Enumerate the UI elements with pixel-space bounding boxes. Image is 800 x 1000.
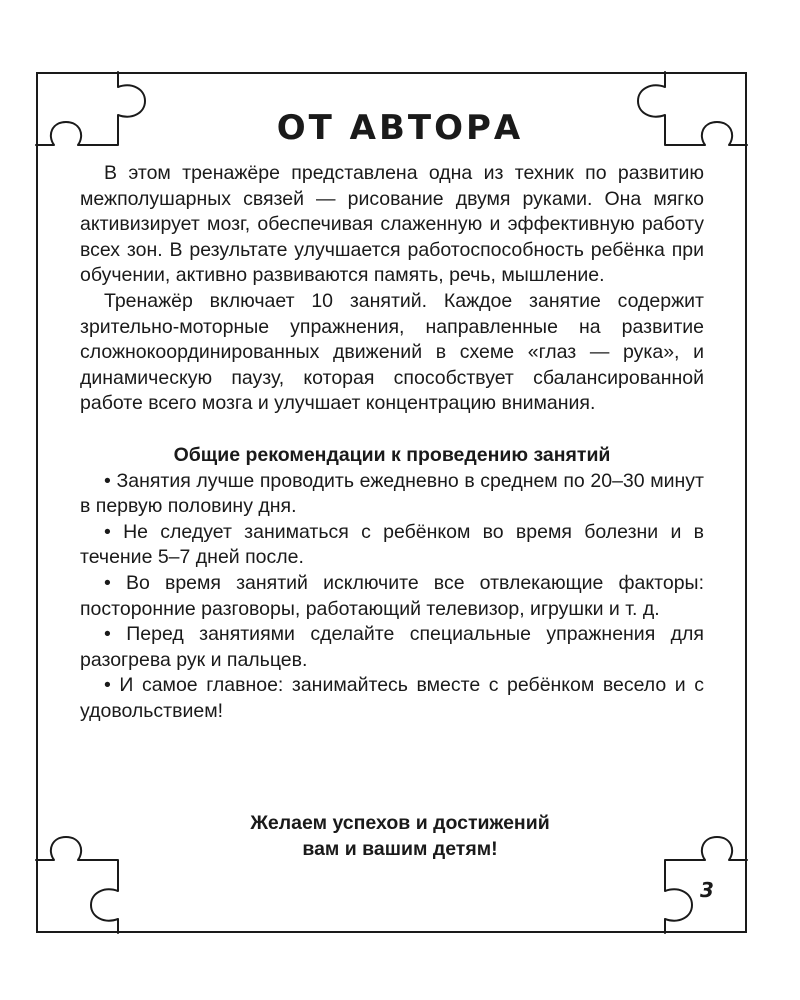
recommendation-item: • Занятия лучше проводить ежедневно в среднем по 20–30 минут в первую половину дня. bbox=[80, 469, 704, 518]
intro-paragraph-1: В этом тренажёре представлена одна из техник по развитию межполушарных связей — рисование двумя руками. Она мягко активизирует мозг, обеспечивая слаженную и эффективную работу всех зон. В результате улучшается работоспособность ребёнка при обучении, активно развиваются память, речь, мышление. bbox=[80, 162, 704, 287]
recommendations-heading: Общие рекомендации к проведению занятий bbox=[173, 443, 611, 466]
closing-line-2: вам и вашим детям! bbox=[302, 838, 498, 860]
page-title: ОТ АВТОРА bbox=[276, 108, 524, 148]
recommendation-item: • И самое главное: занимайтесь вместе с ребёнком весело и с удовольствием! bbox=[80, 674, 704, 722]
intro-paragraph-2: Тренажёр включает 10 занятий. Каждое занятие содержит зрительно-моторные упражнения, направленные на развитие сложнокоординированных движений в схеме «глаз — рука», и динамическую паузу, которая способствует сбалансированной работе всего мозга и улучшает концентрацию внимания. bbox=[80, 289, 704, 415]
recommendation-item: • Не следует заниматься с ребёнком во время болезни и в течение 5–7 дней после. bbox=[80, 520, 704, 569]
recommendation-item: • Перед занятиями сделайте специальные упражнения для разогрева рук и пальцев. bbox=[80, 623, 704, 671]
recommendation-item: • Во время занятий исключите все отвлекающие факторы: посторонние разговоры, работающий телевизор, игрушки и т. д. bbox=[80, 571, 704, 620]
page-number: 3 bbox=[700, 878, 714, 902]
main-text bbox=[80, 161, 704, 724]
closing-wish bbox=[0, 810, 800, 862]
closing-line-1: Желаем успехов и достижений bbox=[250, 812, 550, 834]
